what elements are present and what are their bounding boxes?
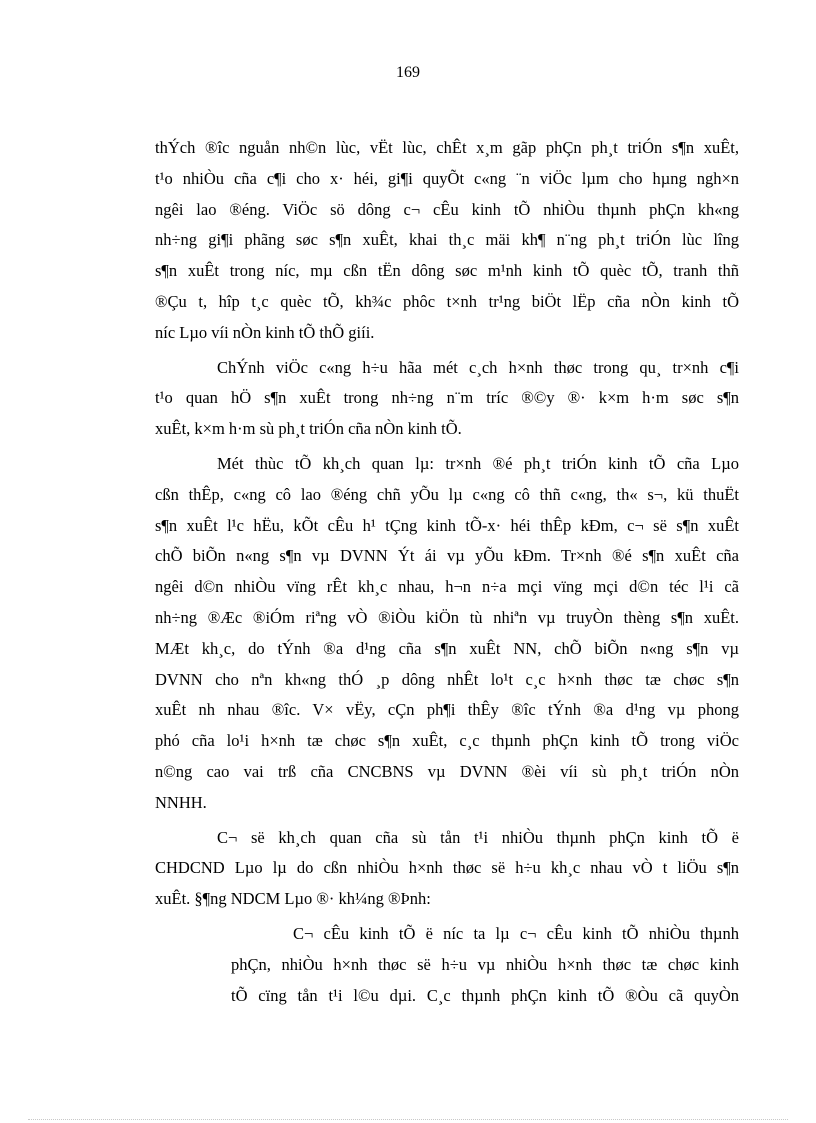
quote-line: C¬ cÊu kinh tÕ ë níc ta lµ c¬ cÊu kinh tÕ nhiÒu thµnh [293,923,739,943]
text-line: cßn thÊp, c«ng cô lao ®éng chñ yÕu lµ c«ng cô thñ c«ng, th« s¬, kü thuËt [155,484,739,504]
text-line: DVNN cho nªn kh«ng thÓ ¸p dông nhÊt lo¹t c¸c h×nh thøc tæ chøc s¶n [155,669,739,689]
text-line: t¹o quan hÖ s¶n xuÊt trong nh÷ng n¨m tríc ®©y ®· k×m h·m søc s¶n [155,388,739,408]
paragraph [155,449,739,819]
text-line: xuÊt, k×m h·m sù ph¸t triÓn cña nÒn kinh tÕ. [155,419,462,439]
text-line: C¬ së kh¸ch quan cña sù tån t¹i nhiÒu thµnh phÇn kinh tÕ ë [217,827,739,847]
quote-line: phÇn, nhiÒu h×nh thøc së h÷u vµ nhiÒu h×nh thøc tæ chøc kinh [231,954,739,974]
paragraph [155,133,739,349]
text-line: xuÊt. §¶ng NDCM Lµo ®· kh¼ng ®Þnh: [155,889,431,909]
block-quote [231,919,739,1011]
text-line: ®Çu t, hîp t¸c quèc tÕ, kh¾c phôc t×nh tr¹ng biÖt lËp cña nÒn kinh tÕ [155,291,739,311]
body-text [155,133,739,1015]
paragraph [155,823,739,915]
text-line: CHDCND Lµo lµ do cßn nhiÒu h×nh thøc së h÷u kh¸c nhau vÒ t liÖu s¶n [155,858,739,878]
text-line: ngêi d©n nhiÒu vïng rÊt kh¸c nhau, h¬n n÷a mçi vïng mçi d©n téc l¹i cã [155,577,739,597]
text-line: nh÷ng ®Æc ®iÓm riªng vÒ ®iÒu kiÖn tù nhiªn vµ truyÒn thèng s¶n xuÊt. [155,607,739,627]
page-number: 169 [396,64,420,81]
text-line: MÆt kh¸c, do tÝnh ®a d¹ng cña s¶n xuÊt NN, chÕ biÕn n«ng s¶n vµ [155,638,739,658]
text-line: xuÊt nh nhau ®îc. V× vËy, cÇn ph¶i thÊy ®îc tÝnh ®a d¹ng vµ phong [155,700,739,720]
text-line: nh÷ng gi¶i phãng søc s¶n xuÊt, khai th¸c mäi kh¶ n¨ng ph¸t triÓn lùc lîng [155,230,739,250]
paragraph [155,353,739,445]
page-bottom-rule [28,1119,788,1120]
text-line: phó cña lo¹i h×nh tæ chøc s¶n xuÊt, c¸c thµnh phÇn kinh tÕ trong viÖc [155,731,739,751]
text-line: s¶n xuÊt l¹c hËu, kÕt cÊu h¹ tÇng kinh tÕ-x· héi thÊp kÐm, c¬ së s¶n xuÊt [155,515,739,535]
text-line: n©ng cao vai trß cña CNCBNS vµ DVNN ®èi víi sù ph¸t triÓn nÒn [155,761,739,781]
text-line: thÝch ®îc nguån nh©n lùc, vËt lùc, chÊt x¸m gãp phÇn ph¸t triÓn s¶n xuÊt, [155,138,739,157]
text-line: t¹o nhiÒu cña c¶i cho x· héi, gi¶i quyÕt c«ng ¨n viÖc lµm cho hµng ngh×n [155,168,739,188]
text-line: NNHH. [155,792,207,812]
quote-line: tÕ cïng tån t¹i l©u dµi. C¸c thµnh phÇn kinh tÕ ®Òu cã quyÒn [231,985,739,1005]
text-line: ChÝnh viÖc c«ng h÷u hãa mét c¸ch h×nh thøc trong qu¸ tr×nh c¶i [217,357,739,377]
text-line: níc Lµo víi nÒn kinh tÕ thÕ giíi. [155,322,375,342]
text-line: ngêi lao ®éng. ViÖc sö dông c¬ cÊu kinh tÕ nhiÒu thµnh phÇn kh«ng [155,199,739,219]
text-line: s¶n xuÊt trong níc, mµ cßn tËn dông søc m¹nh kinh tÕ quèc tÕ, tranh thñ [155,261,739,281]
text-line: chÕ biÕn n«ng s¶n vµ DVNN Ýt ái vµ yÕu kÐm. Tr×nh ®é s¶n xuÊt cña [155,546,739,566]
text-line: Mét thùc tÕ kh¸ch quan lµ: tr×nh ®é ph¸t triÓn kinh tÕ cña Lµo [217,453,739,473]
